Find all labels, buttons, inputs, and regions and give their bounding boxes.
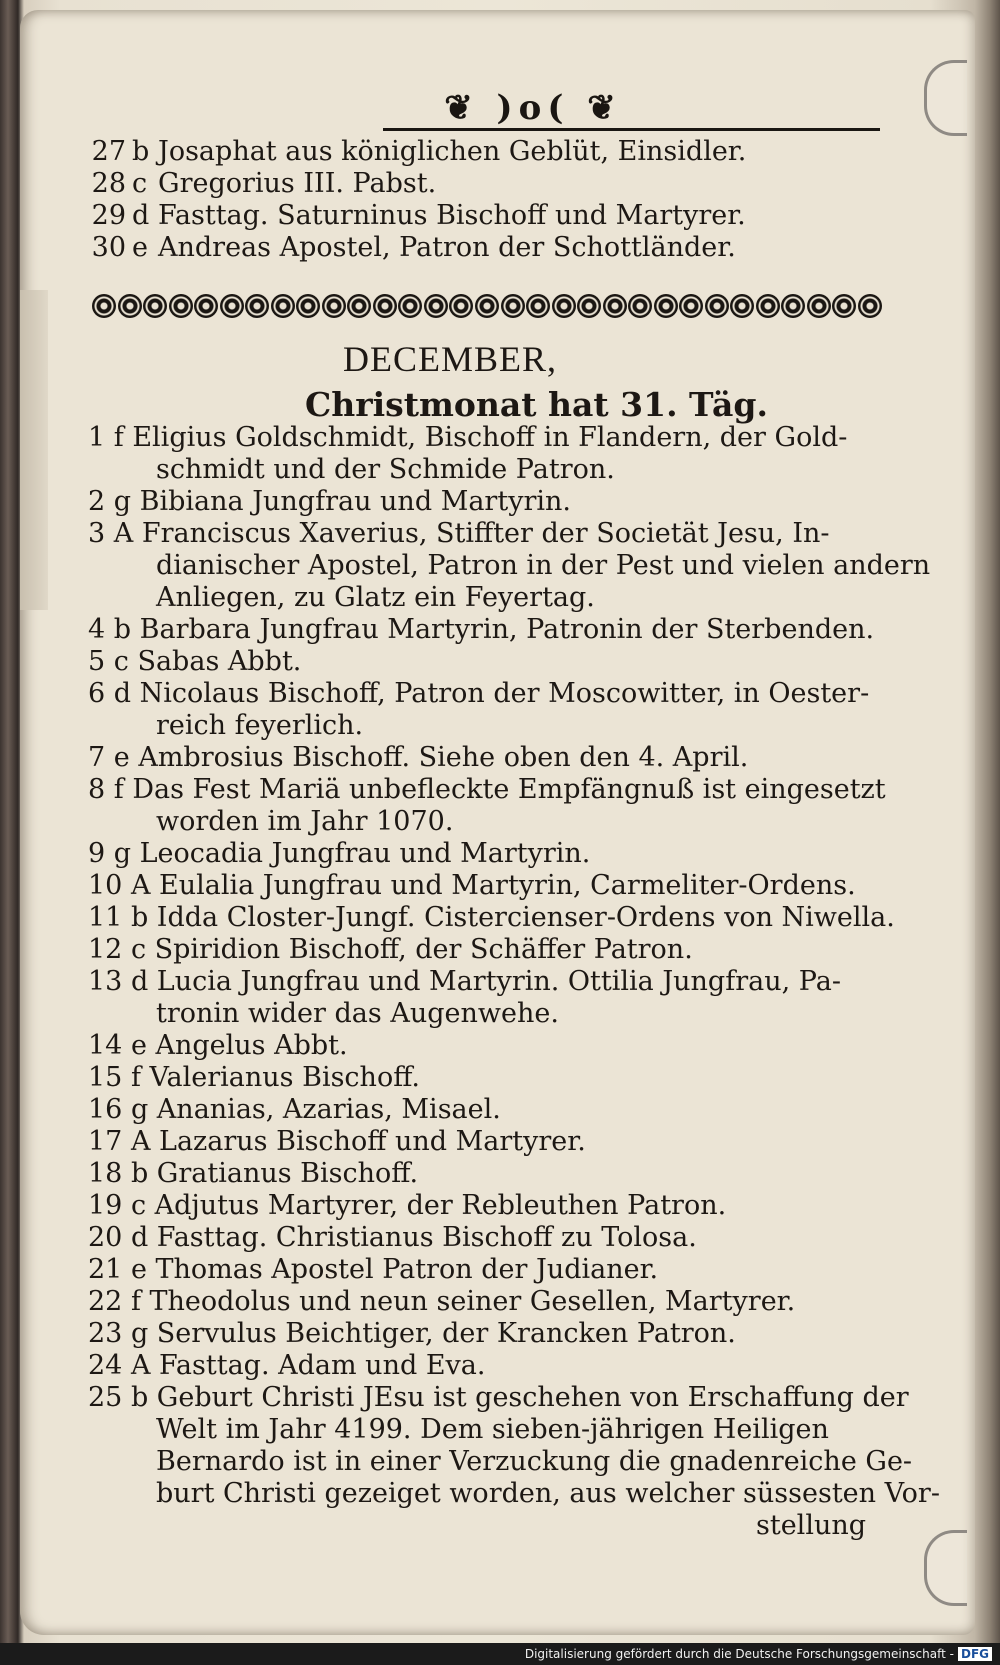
ornament-bead [781,294,805,318]
calendar-line: 6 d Nicolaus Bischoff, Patron der Moscowitter, in Oester- [88,678,870,709]
ornament-bead [501,294,525,318]
calendar-line: 14 e Angelus Abbt. [88,1030,348,1061]
ornament-bead [143,294,167,318]
ornament-bead [832,294,856,318]
calendar-line: dianischer Apostel, Patron in der Pest und vielen andern [156,550,931,581]
calendar-line: Bernardo ist in einer Verzuckung die gnadenreiche Ge- [156,1446,913,1477]
calendar-line: 20 d Fasttag. Christianus Bischoff zu Tolosa. [88,1222,697,1253]
ornament-bead [169,294,193,318]
ornament-bead [92,294,116,318]
calendar-line: 18 b Gratianus Bischoff. [88,1158,419,1189]
calendar-line: reich feyerlich. [156,710,364,741]
calendar-line: burt Christi gezeiget worden, aus welcher süssesten Vor- [156,1478,940,1509]
entry-line: 27 b Josaphat aus königlichen Geblüt, Einsidler. [91,136,747,167]
ornament-bead [296,294,320,318]
ornament-bead [679,294,703,318]
ornament-bead [245,294,269,318]
calendar-line: Welt im Jahr 4199. Dem sieben-jährigen Heiligen [156,1414,829,1445]
ornament-bead [705,294,729,318]
calendar-line: 12 c Spiridion Bischoff, der Schäffer Patron. [88,934,693,965]
calendar-line: 4 b Barbara Jungfrau Martyrin, Patronin der Sterbenden. [88,614,875,645]
ornament-bead [654,294,678,318]
calendar-line: 25 b Geburt Christi JEsu ist geschehen von Erschaffung der [88,1382,909,1413]
calendar-line: 21 e Thomas Apostel Patron der Judianer. [88,1254,659,1285]
ornament-border [92,289,882,323]
ornament-bead [552,294,576,318]
ornament-bead [220,294,244,318]
calendar-line: 3 A Franciscus Xaverius, Stiffter der Societät Jesu, In- [88,518,830,549]
month-subtitle: Christmonat hat 31. Täg. [305,385,768,424]
dfg-logo: DFG [958,1647,992,1661]
calendar-line: 22 f Theodolus und neun seiner Gesellen, Martyrer. [88,1286,796,1317]
calendar-line: 17 A Lazarus Bischoff und Martyrer. [88,1126,586,1157]
ornament-bead [526,294,550,318]
calendar-line: Anliegen, zu Glatz ein Feyertag. [156,582,595,613]
ornament-bead [118,294,142,318]
calendar-line: 5 c Sabas Abbt. [88,646,302,677]
ornament-bead [194,294,218,318]
ornament-bead [449,294,473,318]
page-clip-bottom [924,1530,967,1606]
calendar-line: stellung [756,1510,867,1541]
calendar-line: 23 g Servulus Beichtiger, der Krancken Patron. [88,1318,736,1349]
ornament-bead [756,294,780,318]
calendar-line: 9 g Leocadia Jungfrau und Martyrin. [88,838,591,869]
ornament-bead [807,294,831,318]
calendar-line: schmidt und der Schmide Patron. [156,454,615,485]
page-clip-top [924,60,967,136]
calendar-line: tronin wider das Augenwehe. [156,998,559,1029]
digitization-footer [0,1643,1000,1665]
ornament-bead [628,294,652,318]
calendar-line: 15 f Valerianus Bischoff. [88,1062,421,1093]
calendar-line: 1 f Eligius Goldschmidt, Bischoff in Flandern, der Gold- [88,422,848,453]
entry-line: 28 c Gregorius III. Pabst. [91,168,437,199]
ornament-bead [603,294,627,318]
footer-text: Digitalisierung gefördert durch die Deutsche Forschungsgemeinschaft - [524,1647,954,1661]
month-title: DECEMBER, [343,339,558,379]
entry-line: 30 e Andreas Apostel, Patron der Schottländer. [91,232,736,263]
ornament-bead [475,294,499,318]
calendar-line: 19 c Adjutus Martyrer, der Rebleuthen Patron. [88,1190,727,1221]
ornament-bead [347,294,371,318]
ornament-bead [577,294,601,318]
header-rule [383,128,880,131]
ornament-bead [398,294,422,318]
ornament-bead [858,294,882,318]
calendar-line: 7 e Ambrosius Bischoff. Siehe oben den 4. April. [88,742,749,773]
ornament-bead [373,294,397,318]
ornament-bead [424,294,448,318]
calendar-line: 16 g Ananias, Azarias, Misael. [88,1094,501,1125]
calendar-line: 24 A Fasttag. Adam und Eva. [88,1350,486,1381]
calendar-line: 11 b Idda Closter-Jungf. Cistercienser-Ordens von Niwella. [88,902,895,933]
page-header-mark: ❦ )o( ❦ [444,88,622,128]
ornament-bead [271,294,295,318]
calendar-line: 13 d Lucia Jungfrau und Martyrin. Ottilia Jungfrau, Pa- [88,966,841,997]
page-edge [20,290,48,610]
ornament-bead [730,294,754,318]
page-header [88,88,880,132]
calendar-line: 8 f Das Fest Mariä unbefleckte Empfängnuß ist eingesetzt [88,774,886,805]
calendar-line: worden im Jahr 1070. [156,806,454,837]
entry-line: 29 d Fasttag. Saturninus Bischoff und Martyrer. [91,200,746,231]
calendar-line: 10 A Eulalia Jungfrau und Martyrin, Carmeliter-Ordens. [88,870,856,901]
ornament-bead [322,294,346,318]
calendar-line: 2 g Bibiana Jungfrau und Martyrin. [88,486,571,517]
